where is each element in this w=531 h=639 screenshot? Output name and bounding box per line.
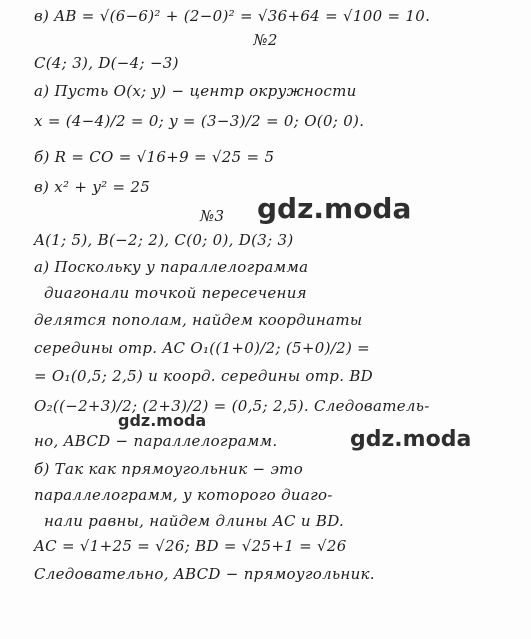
line-12: делятся пополам, найдем координаты (34, 311, 363, 329)
line-3: C(4; 3), D(−4; −3) (34, 54, 179, 72)
line-14: = O₁(0,5; 2,5) и коорд. середины отр. BD (34, 367, 373, 385)
line-11: диагонали точкой пересечения (44, 284, 307, 302)
task-3-heading: №3 (200, 207, 225, 225)
line-13: середины отр. AC O₁((1+0)/2; (5+0)/2) = (34, 339, 371, 357)
line-1: в) AB = √(6−6)² + (2−0)² = √36+64 = √100 = 10. (34, 7, 431, 25)
line-4: а) Пусть O(x; y) − центр окружности (34, 82, 357, 100)
watermark-right: gdz.moda (350, 427, 472, 452)
line-6: б) R = CO = √16+9 = √25 = 5 (34, 148, 275, 166)
line-20: AC = √1+25 = √26; BD = √25+1 = √26 (34, 537, 347, 555)
line-10: а) Поскольку у параллелограмма (34, 258, 309, 276)
line-21: Следовательно, ABCD − прямоугольник. (34, 565, 375, 583)
line-19: нали равны, найдем длины AC и BD. (44, 512, 345, 530)
line-5: x = (4−4)/2 = 0; y = (3−3)/2 = 0; O(0; 0). (34, 112, 365, 130)
line-16: но, ABCD − параллелограмм. (34, 432, 278, 450)
line-7: в) x² + y² = 25 (34, 178, 151, 196)
watermark-main: gdz.moda (257, 192, 412, 225)
watermark-small: gdz.moda (118, 411, 207, 430)
line-17: б) Так как прямоугольник − это (34, 460, 304, 478)
task-2-heading: №2 (253, 31, 278, 49)
line-18: параллелограмм, у которого диаго- (34, 486, 333, 504)
line-15: O₂((−2+3)/2; (2+3)/2) = (0,5; 2,5). Следователь- (34, 397, 430, 415)
line-9: A(1; 5), B(−2; 2), C(0; 0), D(3; 3) (34, 231, 294, 249)
